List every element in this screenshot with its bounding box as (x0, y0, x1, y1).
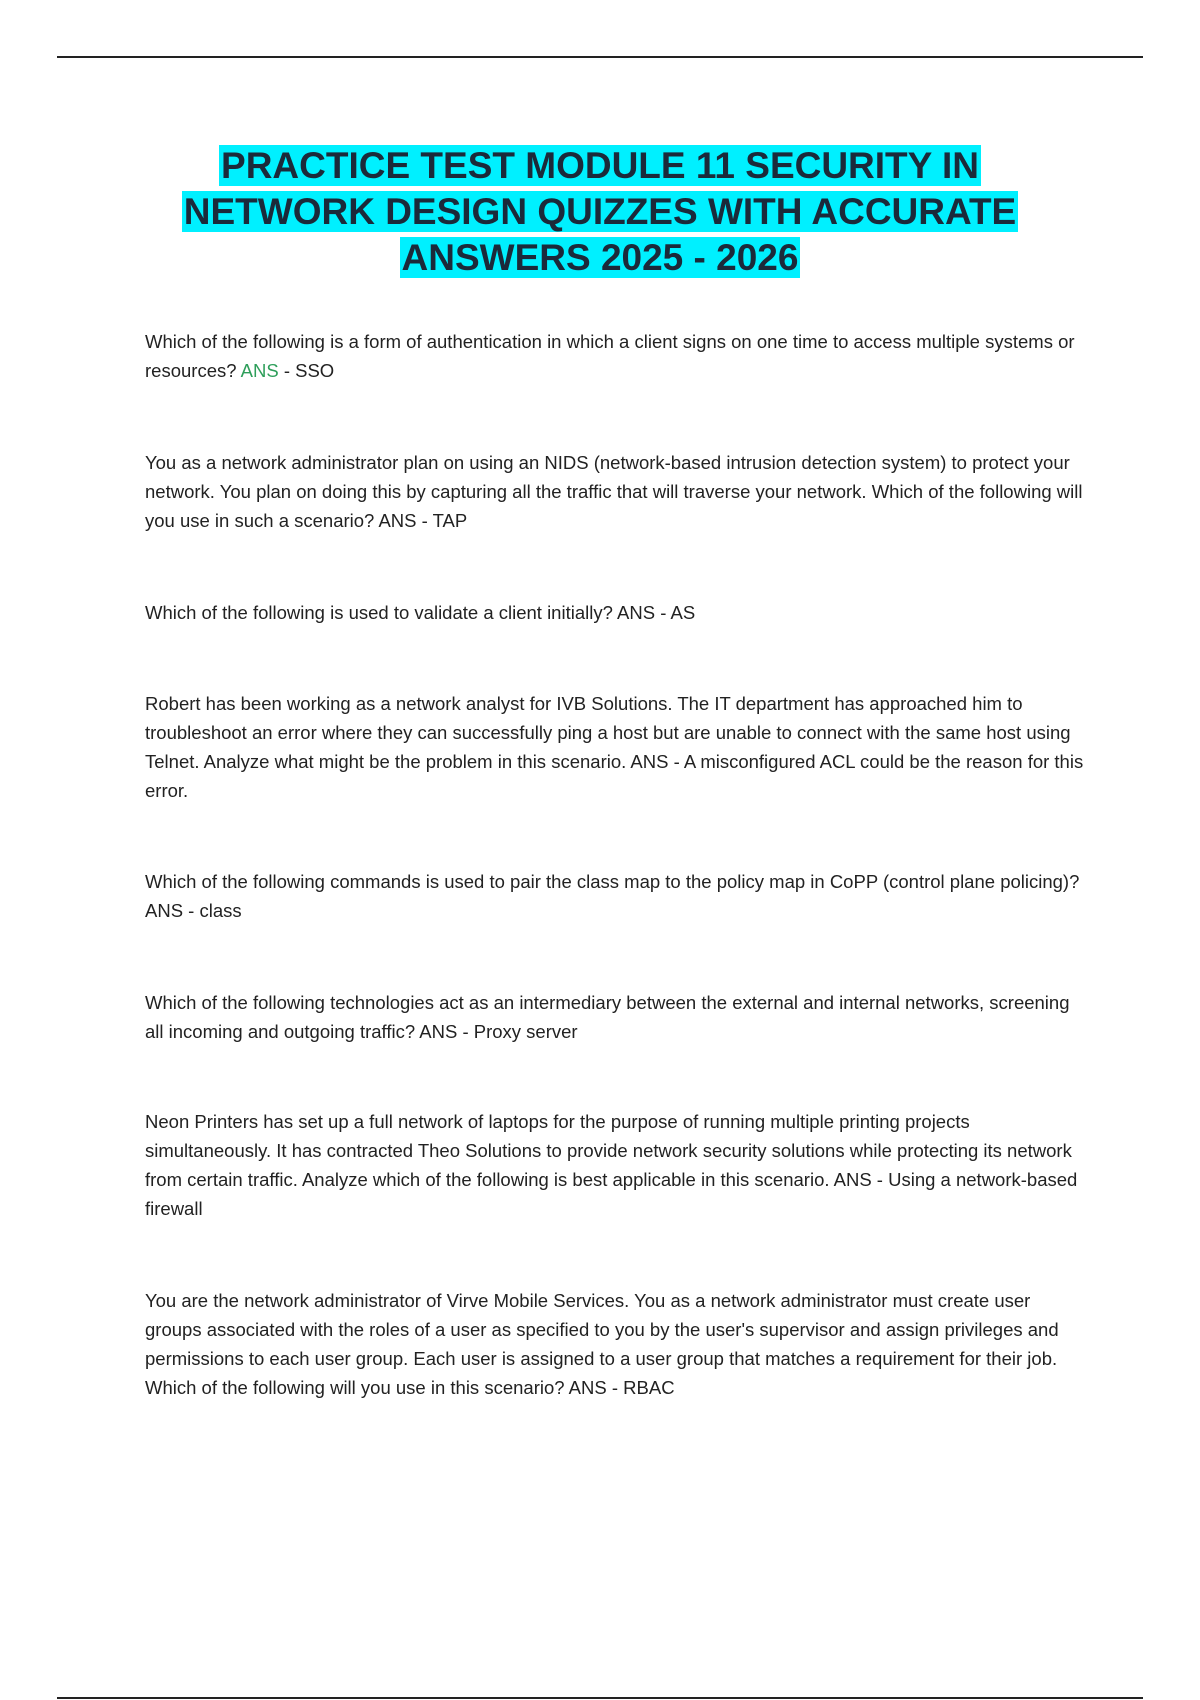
question-text: You are the network administrator of Virve Mobile Services. You as a network administrator must create user groups associated with the roles of a user as specified to you by the user's supervisor and assign privileges and permissions to each user group. Each user is assigned to a user group that matches a requirement for their job. Which of the following will you use in this scenario? (145, 1290, 1059, 1398)
answer-text: - RBAC (606, 1377, 675, 1398)
question-text: Which of the following is used to validate a client initially? (145, 602, 618, 623)
title-line-3: ANSWERS 2025 - 2026 (401, 237, 799, 278)
question-text: Which of the following technologies act as an intermediary between the external and internal networks, screening all incoming and outgoing traffic? (145, 992, 1070, 1042)
qa-item-5 (145, 867, 1090, 925)
question-text: Neon Printers has set up a full network of laptops for the purpose of running multiple printing projects simultaneously. It has contracted Theo Solutions to provide network security solutions while protecting its network from certain traffic. Analyze which of the following is best applicable in this scenario. (145, 1111, 1072, 1190)
question-text: Which of the following commands is used to pair the class map to the policy map in CoPP (control plane policing)? (145, 871, 1080, 892)
header-rule (57, 56, 1143, 58)
answer-text: - AS (655, 602, 696, 623)
qa-item-8 (145, 1286, 1090, 1402)
answer-label: ANS (568, 1377, 607, 1398)
question-text: Robert has been working as a network analyst for IVB Solutions. The IT department has approached him to troubleshoot an error where they can successfully ping a host but are unable to connect with the same host using Telnet. Analyze what might be the problem in this scenario. (145, 693, 1071, 772)
title-line-2: NETWORK DESIGN QUIZZES WITH ACCURATE (183, 191, 1017, 232)
answer-label: ANS (833, 1169, 872, 1190)
footer-rule (57, 1697, 1143, 1699)
answer-text: - class (183, 900, 242, 921)
answer-label: ANS (145, 900, 184, 921)
qa-item-3 (145, 598, 1090, 627)
qa-item-7 (145, 1107, 1090, 1223)
answer-text: - Using a network-based firewall (145, 1169, 1078, 1219)
qa-item-2 (145, 448, 1090, 535)
answer-text: - TAP (416, 510, 468, 531)
answer-label: ANS (419, 1021, 458, 1042)
question-text: Which of the following is a form of authentication in which a client signs on one time to access multiple systems or resources? (145, 331, 1075, 381)
answer-label: ANS (378, 510, 417, 531)
question-text: You as a network administrator plan on using an NIDS (network-based intrusion detection system) to protect your network. You plan on doing this by capturing all the traffic that will traverse your network. Which of the following will you use in such a scenario? (145, 452, 1083, 531)
answer-text: - Proxy server (457, 1021, 578, 1042)
qa-item-4 (145, 689, 1090, 805)
qa-item-6 (145, 988, 1090, 1046)
title-line-1: PRACTICE TEST MODULE 11 SECURITY IN (221, 145, 979, 186)
document-title (100, 143, 1100, 281)
answer-label: ANS (630, 751, 669, 772)
answer-text: - A misconfigured ACL could be the reason for this error. (145, 751, 1084, 801)
qa-item-1 (145, 327, 1090, 385)
answer-text: - SSO (278, 360, 335, 381)
answer-label: ANS (240, 360, 279, 381)
answer-label: ANS (617, 602, 656, 623)
